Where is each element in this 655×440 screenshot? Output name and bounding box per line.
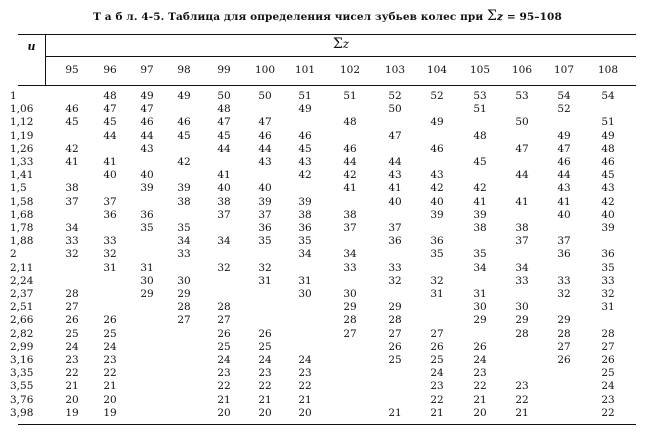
table-cell: 45 — [298, 142, 312, 155]
row-label-u: 3,76 — [10, 393, 34, 406]
table-cell: 23 — [515, 380, 529, 393]
table-cell: 34 — [65, 222, 79, 234]
table-cell: 44 — [343, 156, 357, 168]
table-cell: 20 — [473, 406, 487, 419]
table-cell: 50 — [258, 90, 272, 102]
table-cell: 46 — [601, 156, 615, 168]
row-label-u: 1,26 — [10, 142, 34, 155]
bottom-rule — [18, 424, 636, 425]
row-label-u: 2,37 — [10, 288, 34, 300]
row-label-u: 3,16 — [10, 354, 34, 366]
table-cell: 40 — [103, 169, 117, 182]
table-cell: 43 — [557, 182, 571, 195]
column-header: 103 — [384, 64, 406, 76]
table-cell: 26 — [557, 354, 571, 366]
table-cell: 42 — [343, 169, 357, 182]
table-cell: 26 — [601, 354, 615, 366]
table-cell: 34 — [298, 248, 312, 261]
top-rule — [18, 34, 636, 35]
table-cell: 35 — [430, 248, 444, 261]
row-label-u: 1,19 — [10, 129, 34, 142]
table-cell: 36 — [103, 208, 117, 221]
table-cell: 30 — [298, 288, 312, 300]
table-cell: 38 — [217, 195, 231, 208]
table-cell: 36 — [601, 248, 615, 261]
table-cell: 29 — [140, 288, 154, 300]
table-cell: 30 — [140, 274, 154, 287]
table-cell: 40 — [430, 195, 444, 208]
table-cell: 26 — [103, 314, 117, 327]
table-cell: 25 — [217, 340, 231, 353]
table-cell: 33 — [65, 235, 79, 248]
table-cell: 28 — [601, 327, 615, 340]
table-cell: 29 — [388, 301, 402, 314]
column-header: 95 — [65, 64, 79, 76]
table-cell: 20 — [258, 406, 272, 419]
table-cell: 27 — [557, 340, 571, 353]
table-cell: 41 — [557, 195, 571, 208]
table-cell: 35 — [601, 261, 615, 274]
table-cell: 30 — [343, 288, 357, 300]
table-cell: 35 — [177, 222, 191, 234]
table-cell: 27 — [177, 314, 191, 327]
table-cell: 28 — [343, 314, 357, 327]
table-cell: 47 — [515, 142, 529, 155]
table-cell: 26 — [65, 314, 79, 327]
table-cell: 40 — [140, 169, 154, 182]
table-cell: 24 — [258, 354, 272, 366]
row-label-u: 1,58 — [10, 195, 34, 208]
row-label-u: 1,12 — [10, 116, 34, 129]
column-header: 99 — [217, 64, 231, 76]
row-label-u: 2,99 — [10, 340, 34, 353]
table-cell: 32 — [601, 288, 615, 300]
table-cell: 27 — [343, 327, 357, 340]
table-title — [0, 8, 655, 24]
table-cell: 40 — [601, 208, 615, 221]
table-cell: 37 — [103, 195, 117, 208]
table-cell: 49 — [601, 129, 615, 142]
table-cell: 24 — [103, 340, 117, 353]
table-cell: 31 — [430, 288, 444, 300]
table-cell: 44 — [258, 142, 272, 155]
table-cell: 42 — [298, 169, 312, 182]
table-cell: 40 — [258, 182, 272, 195]
table-cell: 31 — [103, 261, 117, 274]
table-cell: 23 — [601, 393, 615, 406]
table-cell: 19 — [103, 406, 117, 419]
table-cell: 48 — [103, 90, 117, 102]
table-cell: 26 — [258, 327, 272, 340]
row-label-u: 1 — [10, 90, 17, 102]
table-cell: 40 — [217, 182, 231, 195]
row-label-u: 1,78 — [10, 222, 34, 234]
table-cell: 30 — [473, 301, 487, 314]
table-cell: 49 — [430, 116, 444, 129]
table-cell: 21 — [217, 393, 231, 406]
table-cell: 31 — [298, 274, 312, 287]
table-cell: 41 — [217, 169, 231, 182]
title-sigma: Σ — [487, 8, 497, 24]
row-label-u: 1,68 — [10, 208, 34, 221]
table-cell: 24 — [430, 367, 444, 380]
table-cell: 32 — [103, 248, 117, 261]
table-cell: 46 — [298, 129, 312, 142]
table-cell: 35 — [140, 222, 154, 234]
row-label-u: 1,88 — [10, 235, 34, 248]
table-cell: 43 — [258, 156, 272, 168]
table-cell: 50 — [217, 90, 231, 102]
table-cell: 41 — [343, 182, 357, 195]
table-cell: 54 — [601, 90, 615, 102]
table-cell: 31 — [258, 274, 272, 287]
table-cell: 25 — [388, 354, 402, 366]
table-cell: 22 — [217, 380, 231, 393]
table-cell: 37 — [388, 222, 402, 234]
table-cell: 47 — [217, 116, 231, 129]
table-cell: 42 — [65, 142, 79, 155]
row-label-u: 1,5 — [10, 182, 27, 195]
table-cell: 39 — [430, 208, 444, 221]
table-cell: 39 — [140, 182, 154, 195]
table-cell: 48 — [343, 116, 357, 129]
table-cell: 46 — [140, 116, 154, 129]
row-label-u: 3,35 — [10, 367, 34, 380]
table-cell: 42 — [601, 195, 615, 208]
table-cell: 22 — [515, 393, 529, 406]
table-cell: 25 — [430, 354, 444, 366]
table-cell: 21 — [388, 406, 402, 419]
table-cell: 43 — [430, 169, 444, 182]
table-cell: 23 — [473, 367, 487, 380]
column-header: 98 — [177, 64, 191, 76]
table-cell: 24 — [217, 354, 231, 366]
table-cell: 49 — [177, 90, 191, 102]
table-cell: 23 — [103, 354, 117, 366]
table-cell: 44 — [103, 129, 117, 142]
table-cell: 32 — [258, 261, 272, 274]
table-cell: 34 — [343, 248, 357, 261]
table-cell: 34 — [515, 261, 529, 274]
row-label-u: 2,82 — [10, 327, 34, 340]
table-cell: 26 — [430, 340, 444, 353]
table-cell: 49 — [557, 129, 571, 142]
row-label-u: 1,33 — [10, 156, 34, 168]
table-cell: 23 — [217, 367, 231, 380]
table-cell: 22 — [601, 406, 615, 419]
table-cell: 40 — [557, 208, 571, 221]
row-label-u: 2 — [10, 248, 17, 261]
table-cell: 41 — [103, 156, 117, 168]
table-cell: 25 — [65, 327, 79, 340]
column-header: 108 — [597, 64, 619, 76]
table-cell: 22 — [65, 367, 79, 380]
table-cell: 38 — [473, 222, 487, 234]
table-cell: 39 — [298, 195, 312, 208]
table-cell: 27 — [388, 327, 402, 340]
table-cell: 45 — [103, 116, 117, 129]
table-cell: 22 — [430, 393, 444, 406]
table-cell: 47 — [258, 116, 272, 129]
column-header: 100 — [254, 64, 276, 76]
table-cell: 44 — [515, 169, 529, 182]
table-cell: 46 — [430, 142, 444, 155]
table-cell: 35 — [258, 235, 272, 248]
table-cell: 36 — [140, 208, 154, 221]
table-cell: 42 — [473, 182, 487, 195]
table-cell: 50 — [388, 103, 402, 116]
table-cell: 47 — [557, 142, 571, 155]
table-cell: 32 — [557, 288, 571, 300]
table-cell: 45 — [177, 129, 191, 142]
table-cell: 29 — [177, 288, 191, 300]
table-cell: 25 — [601, 367, 615, 380]
table-cell: 46 — [557, 156, 571, 168]
table-cell: 44 — [557, 169, 571, 182]
table-cell: 33 — [177, 248, 191, 261]
table-cell: 26 — [217, 327, 231, 340]
table-cell: 21 — [65, 380, 79, 393]
column-header: 106 — [511, 64, 533, 76]
table-cell: 39 — [177, 182, 191, 195]
table-cell: 36 — [557, 248, 571, 261]
table-cell: 42 — [177, 156, 191, 168]
table-cell: 27 — [430, 327, 444, 340]
table-cell: 23 — [258, 367, 272, 380]
table-cell: 52 — [388, 90, 402, 102]
column-header: 96 — [103, 64, 117, 76]
table-cell: 40 — [388, 195, 402, 208]
row-label-u: 2,11 — [10, 261, 34, 274]
table-cell: 21 — [298, 393, 312, 406]
title-prefix: Т а б л. 4-5. Таблица для определения чисел зубьев колес при — [93, 11, 487, 23]
table-cell: 36 — [430, 235, 444, 248]
table-cell: 34 — [217, 235, 231, 248]
table-cell: 38 — [298, 208, 312, 221]
table-cell: 41 — [473, 195, 487, 208]
table-cell: 34 — [177, 235, 191, 248]
table-cell: 32 — [430, 274, 444, 287]
table-cell: 27 — [601, 340, 615, 353]
table-cell: 33 — [557, 274, 571, 287]
header-rule — [18, 85, 636, 86]
table-cell: 28 — [557, 327, 571, 340]
table-cell: 48 — [601, 142, 615, 155]
table-cell: 47 — [388, 129, 402, 142]
table-cell: 39 — [473, 208, 487, 221]
table-cell: 39 — [258, 195, 272, 208]
column-header: 97 — [140, 64, 154, 76]
table-cell: 44 — [217, 142, 231, 155]
table-cell: 37 — [217, 208, 231, 221]
table-cell: 20 — [298, 406, 312, 419]
row-label-u: 3,55 — [10, 380, 34, 393]
table-cell: 48 — [473, 129, 487, 142]
table-cell: 44 — [140, 129, 154, 142]
table-cell: 33 — [103, 235, 117, 248]
table-cell: 27 — [65, 301, 79, 314]
table-cell: 26 — [473, 340, 487, 353]
table-cell: 24 — [601, 380, 615, 393]
table-cell: 45 — [473, 156, 487, 168]
table-cell: 35 — [473, 248, 487, 261]
table-cell: 46 — [343, 142, 357, 155]
table-cell: 24 — [298, 354, 312, 366]
table-cell: 46 — [65, 103, 79, 116]
table-cell: 49 — [140, 90, 154, 102]
table-cell: 19 — [65, 406, 79, 419]
table-cell: 41 — [388, 182, 402, 195]
table-cell: 30 — [515, 301, 529, 314]
table-cell: 38 — [65, 182, 79, 195]
u-column-header: u — [27, 40, 36, 53]
group-rule — [46, 56, 636, 57]
table-cell: 52 — [430, 90, 444, 102]
table-cell: 38 — [343, 208, 357, 221]
table-cell: 37 — [65, 195, 79, 208]
table-cell: 32 — [65, 248, 79, 261]
table-cell: 43 — [298, 156, 312, 168]
table-cell: 22 — [473, 380, 487, 393]
table-cell: 20 — [217, 406, 231, 419]
sum-sigma: Σ — [332, 36, 343, 52]
table-cell: 53 — [473, 90, 487, 102]
table-cell: 36 — [388, 235, 402, 248]
table-cell: 43 — [601, 182, 615, 195]
table-cell: 20 — [103, 393, 117, 406]
table-cell: 28 — [515, 327, 529, 340]
table-cell: 24 — [65, 340, 79, 353]
table-cell: 21 — [515, 406, 529, 419]
row-label-u: 2,66 — [10, 314, 34, 327]
table-cell: 44 — [388, 156, 402, 168]
table-cell: 33 — [388, 261, 402, 274]
table-cell: 33 — [601, 274, 615, 287]
table-cell: 47 — [140, 103, 154, 116]
row-label-u: 2,51 — [10, 301, 34, 314]
table-cell: 23 — [298, 367, 312, 380]
table-cell: 47 — [103, 103, 117, 116]
table-cell: 29 — [343, 301, 357, 314]
table-cell: 28 — [65, 288, 79, 300]
table-cell: 23 — [430, 380, 444, 393]
table-cell: 53 — [515, 90, 529, 102]
table-cell: 51 — [343, 90, 357, 102]
title-suffix: = 95–108 — [503, 11, 562, 23]
table-cell: 45 — [65, 116, 79, 129]
table-cell: 21 — [103, 380, 117, 393]
table-cell: 46 — [177, 116, 191, 129]
table-cell: 32 — [217, 261, 231, 274]
row-label-u: 2,24 — [10, 274, 34, 287]
table-cell: 37 — [557, 235, 571, 248]
table-cell: 36 — [298, 222, 312, 234]
column-header: 105 — [469, 64, 491, 76]
table-cell: 22 — [298, 380, 312, 393]
table-cell: 33 — [343, 261, 357, 274]
table-cell: 28 — [388, 314, 402, 327]
table-cell: 31 — [473, 288, 487, 300]
table-cell: 31 — [601, 301, 615, 314]
table-cell: 46 — [258, 129, 272, 142]
table-cell: 24 — [473, 354, 487, 366]
sum-z-header — [46, 36, 636, 52]
table-cell: 41 — [65, 156, 79, 168]
table-cell: 21 — [430, 406, 444, 419]
table-cell: 45 — [217, 129, 231, 142]
table-cell: 51 — [298, 90, 312, 102]
table-cell: 29 — [473, 314, 487, 327]
table-cell: 35 — [298, 235, 312, 248]
table-cell: 22 — [258, 380, 272, 393]
table-cell: 51 — [473, 103, 487, 116]
table-cell: 36 — [258, 222, 272, 234]
table-cell: 22 — [103, 367, 117, 380]
table-cell: 38 — [515, 222, 529, 234]
table-cell: 26 — [388, 340, 402, 353]
row-label-u: 1,41 — [10, 169, 34, 182]
column-header: 102 — [339, 64, 361, 76]
table-cell: 30 — [177, 274, 191, 287]
table-cell: 52 — [557, 103, 571, 116]
table-cell: 29 — [515, 314, 529, 327]
table-cell: 41 — [515, 195, 529, 208]
table-cell: 45 — [601, 169, 615, 182]
table-cell: 27 — [217, 314, 231, 327]
table-cell: 32 — [388, 274, 402, 287]
sum-z: z — [342, 37, 350, 51]
column-header: 107 — [553, 64, 575, 76]
table-cell: 43 — [388, 169, 402, 182]
table-cell: 37 — [258, 208, 272, 221]
row-label-u: 3,98 — [10, 406, 34, 419]
table-cell: 28 — [217, 301, 231, 314]
table-cell: 42 — [430, 182, 444, 195]
table-cell: 50 — [515, 116, 529, 129]
row-label-u: 1,06 — [10, 103, 34, 116]
table-cell: 21 — [258, 393, 272, 406]
table-cell: 25 — [103, 327, 117, 340]
column-header: 104 — [426, 64, 448, 76]
table-cell: 43 — [140, 142, 154, 155]
column-header: 101 — [294, 64, 316, 76]
table-cell: 51 — [601, 116, 615, 129]
table-cell: 33 — [515, 274, 529, 287]
table-cell: 37 — [515, 235, 529, 248]
table-cell: 23 — [65, 354, 79, 366]
table-cell: 29 — [557, 314, 571, 327]
table-cell: 34 — [473, 261, 487, 274]
table-cell: 20 — [65, 393, 79, 406]
table-cell: 38 — [177, 195, 191, 208]
title-z: z — [497, 11, 504, 23]
table-cell: 54 — [557, 90, 571, 102]
table-cell: 28 — [177, 301, 191, 314]
table-cell: 21 — [473, 393, 487, 406]
table-cell: 48 — [217, 103, 231, 116]
table-cell: 37 — [343, 222, 357, 234]
table-cell: 31 — [140, 261, 154, 274]
table-cell: 39 — [601, 222, 615, 234]
table-cell: 25 — [258, 340, 272, 353]
table-cell: 49 — [298, 103, 312, 116]
